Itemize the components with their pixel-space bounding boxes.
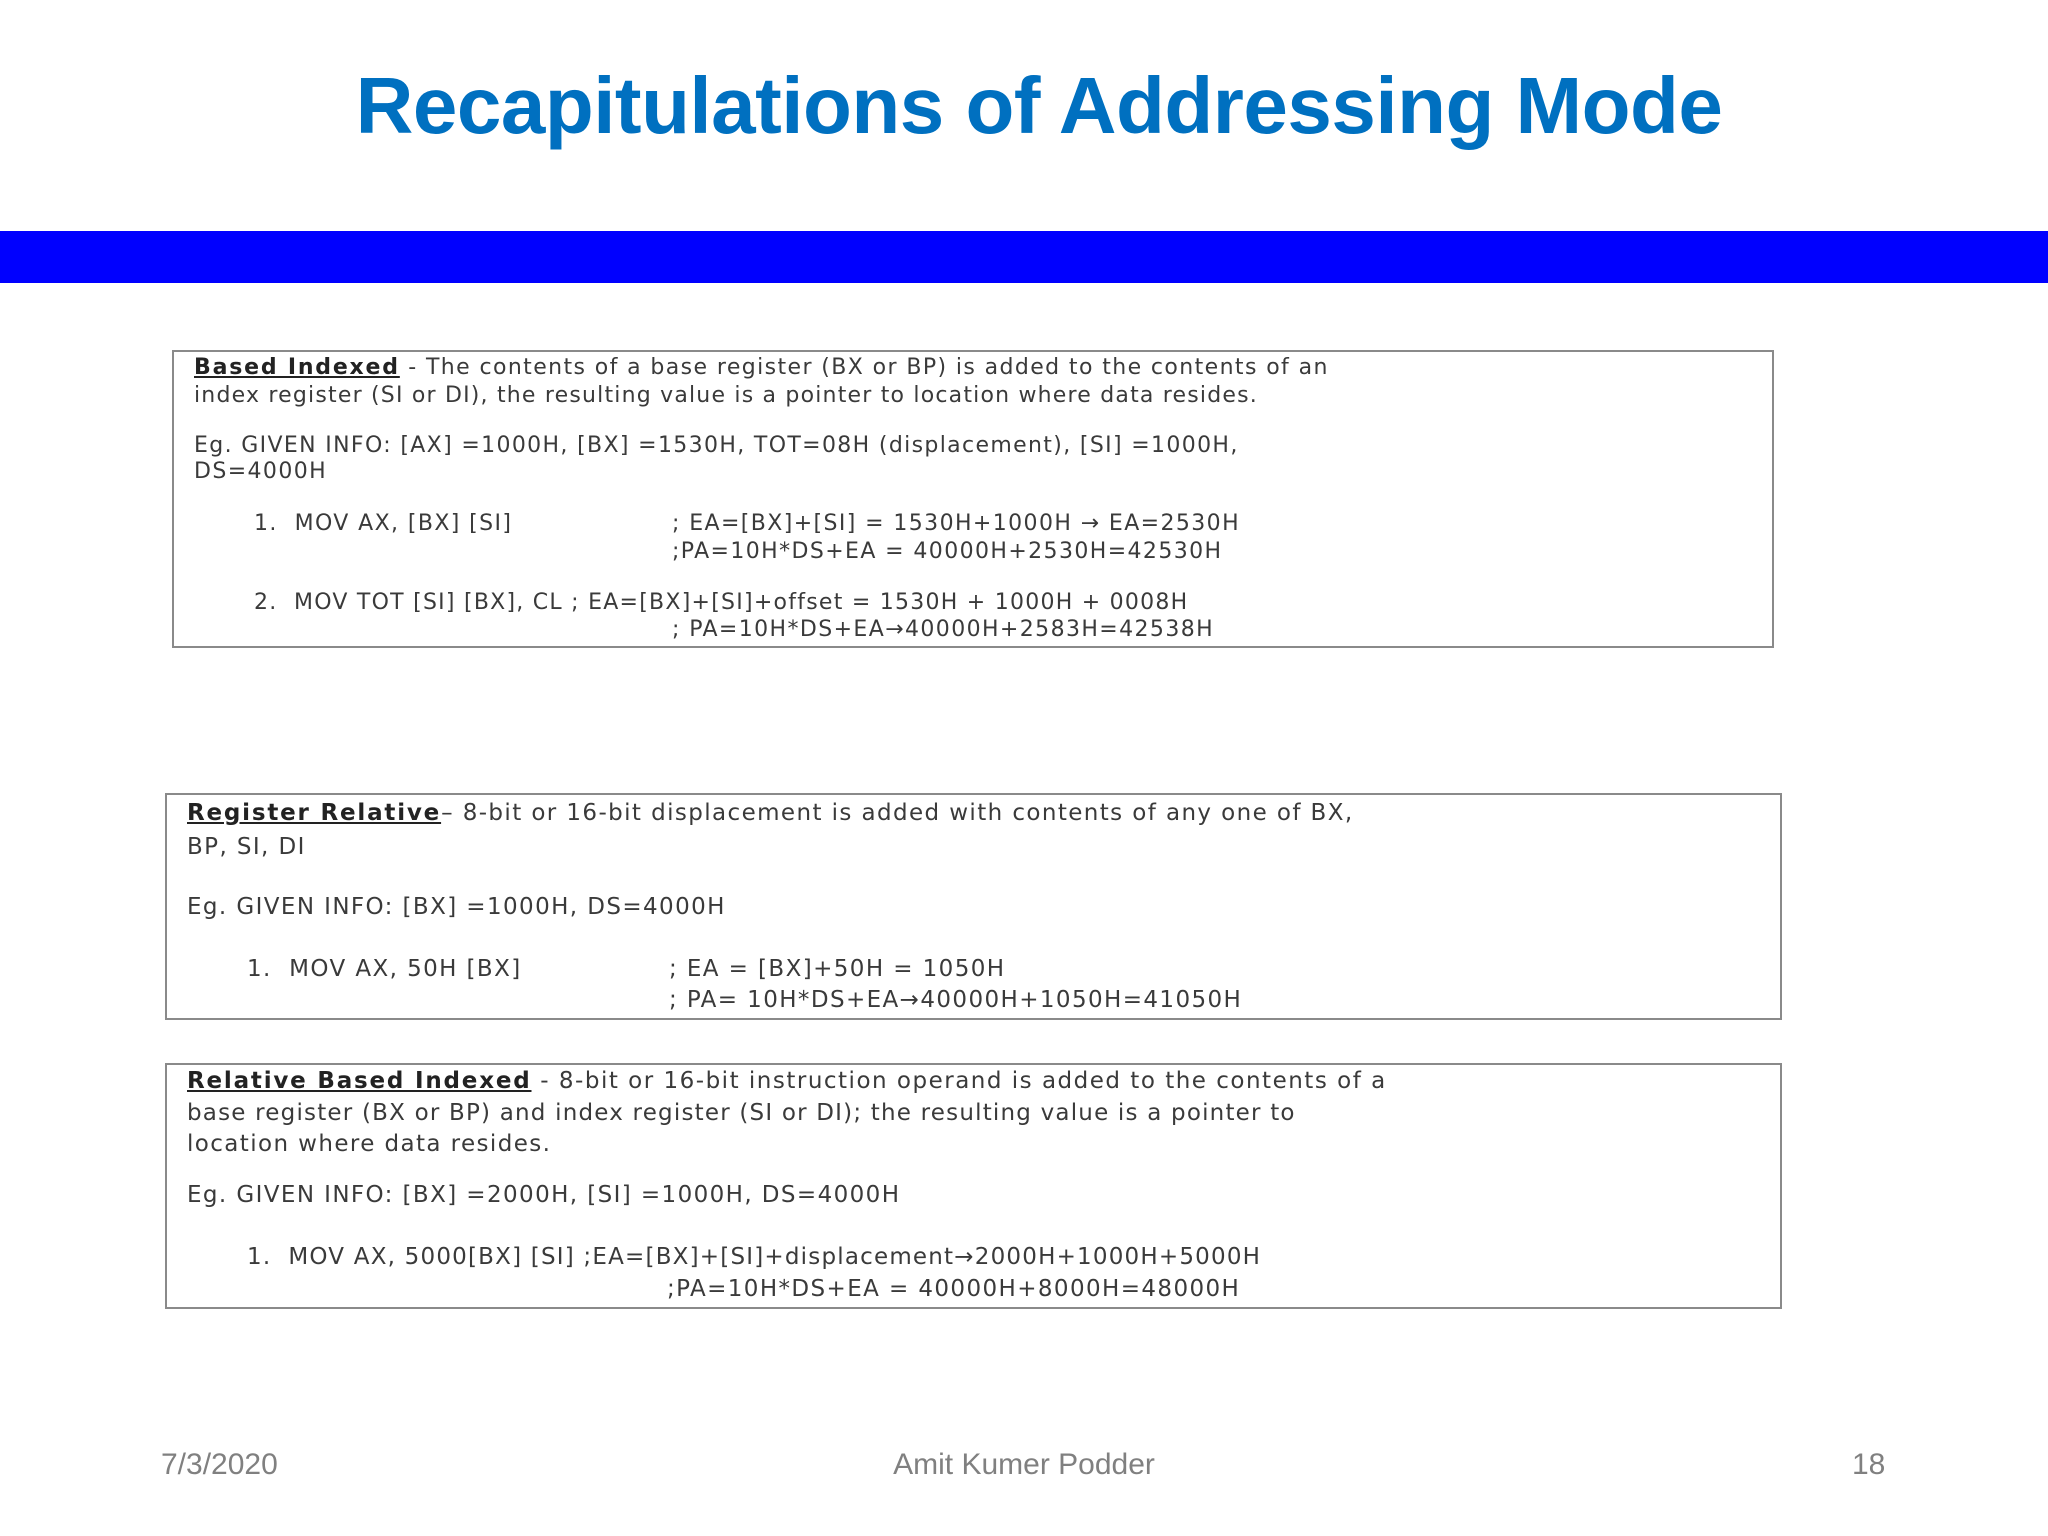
box1-line2: index register (SI or DI), the resulting value is a pointer to location where data resides. xyxy=(194,383,1258,408)
box1-given2: DS=4000H xyxy=(194,459,328,484)
register-relative-box xyxy=(165,793,1782,1020)
footer-page-number: 18 xyxy=(1852,1448,1886,1481)
box3-example1-pa: ;PA=10H*DS+EA = 40000H+8000H=48000H xyxy=(667,1276,1241,1302)
relative-based-indexed-box xyxy=(165,1063,1782,1309)
box3-given1: Eg. GIVEN INFO: [BX] =2000H, [SI] =1000H, DS=4000H xyxy=(187,1182,901,1208)
box1-example1-ea: ; EA=[BX]+[SI] = 1530H+1000H → EA=2530H xyxy=(672,511,1241,536)
box1-given1: Eg. GIVEN INFO: [AX] =1000H, [BX] =1530H, TOT=08H (displacement), [SI] =1000H, xyxy=(194,433,1239,458)
box2-example1-instruction: 1. MOV AX, 50H [BX] xyxy=(247,956,522,982)
box2-line1 xyxy=(187,799,1354,827)
box1-line1 xyxy=(194,354,1329,382)
footer-author: Amit Kumer Podder xyxy=(893,1448,1155,1481)
box2-example1-ea: ; EA = [BX]+50H = 1050H xyxy=(669,956,1006,982)
footer-date: 7/3/2020 xyxy=(161,1448,278,1481)
box3-line3: location where data resides. xyxy=(187,1131,552,1157)
box1-heading: Based Indexed xyxy=(194,355,400,380)
box3-example1-instruction: 1. MOV AX, 5000[BX] [SI] ;EA=[BX]+[SI]+displacement→2000H+1000H+5000H xyxy=(247,1244,1262,1270)
box2-line2: BP, SI, DI xyxy=(187,834,306,860)
box2-example1-pa: ; PA= 10H*DS+EA→40000H+1050H=41050H xyxy=(669,987,1243,1013)
title-divider-bar xyxy=(0,231,2048,283)
box3-line2: base register (BX or BP) and index register (SI or DI); the resulting value is a pointer to xyxy=(187,1100,1296,1126)
box3-line1 xyxy=(187,1067,1387,1095)
box1-line1-text: - The contents of a base register (BX or BP) is added to the contents of an xyxy=(399,355,1329,380)
slide-title: Recapitulations of Addressing Mode xyxy=(355,61,1723,150)
box3-line1-text: - 8-bit or 16-bit instruction operand is added to the contents of a xyxy=(531,1068,1387,1094)
box1-example2-instruction: 2. MOV TOT [SI] [BX], CL ; EA=[BX]+[SI]+offset = 1530H + 1000H + 0008H xyxy=(254,590,1189,615)
based-indexed-box xyxy=(172,350,1774,648)
box2-line1-text: – 8-bit or 16-bit displacement is added with contents of any one of BX, xyxy=(441,800,1354,826)
box3-heading: Relative Based Indexed xyxy=(187,1068,532,1094)
box2-given1: Eg. GIVEN INFO: [BX] =1000H, DS=4000H xyxy=(187,894,726,920)
box1-example1-pa: ;PA=10H*DS+EA = 40000H+2530H=42530H xyxy=(672,539,1223,564)
box1-example1-instruction: 1. MOV AX, [BX] [SI] xyxy=(254,511,513,536)
box2-heading: Register Relative xyxy=(187,800,442,826)
box1-example2-pa: ; PA=10H*DS+EA→40000H+2583H=42538H xyxy=(672,617,1215,642)
